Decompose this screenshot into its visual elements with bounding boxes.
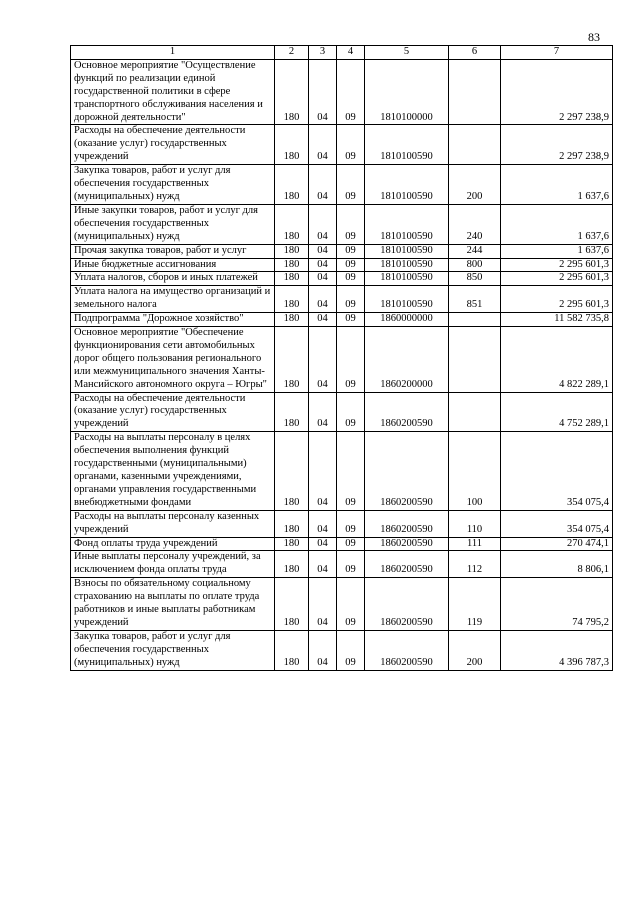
section-code-cell: 04 — [309, 327, 337, 393]
table-row — [71, 537, 613, 551]
amount-cell: 74 795,2 — [501, 578, 613, 631]
amount-cell: 1 637,6 — [501, 204, 613, 244]
grbs-code-cell: 180 — [275, 537, 309, 551]
target-article-cell: 1810100590 — [365, 125, 449, 165]
expense-name-cell: Расходы на выплаты персоналу казенных учреждений — [71, 510, 275, 537]
amount-cell: 270 474,1 — [501, 537, 613, 551]
column-header: 1 — [71, 46, 275, 60]
amount-cell: 354 075,4 — [501, 510, 613, 537]
table-row — [71, 204, 613, 244]
grbs-code-cell: 180 — [275, 59, 309, 125]
expense-name-cell: Иные выплаты персоналу учреждений, за исключением фонда оплаты труда — [71, 551, 275, 578]
section-code-cell: 04 — [309, 286, 337, 313]
expense-name-cell: Фонд оплаты труда учреждений — [71, 537, 275, 551]
expense-type-cell: 200 — [449, 630, 501, 670]
expense-name-cell: Подпрограмма "Дорожное хозяйство" — [71, 313, 275, 327]
expense-type-cell — [449, 327, 501, 393]
column-header: 4 — [337, 46, 365, 60]
section-code-cell: 04 — [309, 59, 337, 125]
expense-type-cell — [449, 313, 501, 327]
amount-cell: 354 075,4 — [501, 432, 613, 510]
amount-cell: 1 637,6 — [501, 244, 613, 258]
section-code-cell: 04 — [309, 630, 337, 670]
table-row — [71, 272, 613, 286]
expense-name-cell: Закупка товаров, работ и услуг для обеспечения государственных (муниципальных) нужд — [71, 630, 275, 670]
expense-type-cell: 244 — [449, 244, 501, 258]
section-code-cell: 04 — [309, 165, 337, 205]
section-code-cell: 04 — [309, 272, 337, 286]
subsection-code-cell: 09 — [337, 551, 365, 578]
subsection-code-cell: 09 — [337, 537, 365, 551]
expense-type-cell — [449, 59, 501, 125]
subsection-code-cell: 09 — [337, 286, 365, 313]
expense-name-cell: Уплата налогов, сборов и иных платежей — [71, 272, 275, 286]
table-row — [71, 327, 613, 393]
section-code-cell: 04 — [309, 578, 337, 631]
target-article-cell: 1860000000 — [365, 313, 449, 327]
expense-name-cell: Иные закупки товаров, работ и услуг для обеспечения государственных (муниципальных) нужд — [71, 204, 275, 244]
subsection-code-cell: 09 — [337, 258, 365, 272]
expense-type-cell — [449, 125, 501, 165]
grbs-code-cell: 180 — [275, 165, 309, 205]
target-article-cell: 1810100000 — [365, 59, 449, 125]
subsection-code-cell: 09 — [337, 204, 365, 244]
grbs-code-cell: 180 — [275, 392, 309, 432]
target-article-cell: 1810100590 — [365, 258, 449, 272]
column-header: 7 — [501, 46, 613, 60]
table-row — [71, 286, 613, 313]
table-row — [71, 125, 613, 165]
subsection-code-cell: 09 — [337, 392, 365, 432]
expense-type-cell: 850 — [449, 272, 501, 286]
column-header: 5 — [365, 46, 449, 60]
target-article-cell: 1860200590 — [365, 432, 449, 510]
table-row — [71, 244, 613, 258]
amount-cell: 2 297 238,9 — [501, 125, 613, 165]
section-code-cell: 04 — [309, 432, 337, 510]
amount-cell: 2 297 238,9 — [501, 59, 613, 125]
amount-cell: 2 295 601,3 — [501, 258, 613, 272]
grbs-code-cell: 180 — [275, 510, 309, 537]
grbs-code-cell: 180 — [275, 313, 309, 327]
expense-type-cell: 100 — [449, 432, 501, 510]
expense-name-cell: Прочая закупка товаров, работ и услуг — [71, 244, 275, 258]
table-header-row — [71, 46, 613, 60]
grbs-code-cell: 180 — [275, 551, 309, 578]
column-header: 6 — [449, 46, 501, 60]
expense-name-cell: Основное мероприятие "Обеспечение функционирования сети автомобильных дорог общего пользования регионального или межмуниципального значения Ханты-Мансийского автономного округа – Югры" — [71, 327, 275, 393]
expense-type-cell: 111 — [449, 537, 501, 551]
amount-cell: 1 637,6 — [501, 165, 613, 205]
expense-type-cell: 800 — [449, 258, 501, 272]
target-article-cell: 1810100590 — [365, 244, 449, 258]
section-code-cell: 04 — [309, 125, 337, 165]
subsection-code-cell: 09 — [337, 313, 365, 327]
expense-type-cell: 110 — [449, 510, 501, 537]
amount-cell: 11 582 735,8 — [501, 313, 613, 327]
table-row — [71, 630, 613, 670]
amount-cell: 2 295 601,3 — [501, 286, 613, 313]
expense-type-cell: 112 — [449, 551, 501, 578]
target-article-cell: 1810100590 — [365, 272, 449, 286]
target-article-cell: 1810100590 — [365, 204, 449, 244]
subsection-code-cell: 09 — [337, 165, 365, 205]
expense-type-cell: 119 — [449, 578, 501, 631]
grbs-code-cell: 180 — [275, 125, 309, 165]
column-header: 2 — [275, 46, 309, 60]
section-code-cell: 04 — [309, 313, 337, 327]
expense-type-cell: 240 — [449, 204, 501, 244]
grbs-code-cell: 180 — [275, 432, 309, 510]
target-article-cell: 1860200590 — [365, 578, 449, 631]
budget-table — [70, 45, 613, 671]
expense-name-cell: Взносы по обязательному социальному страхованию на выплаты по оплате труда работников и иные выплаты работникам учреждений — [71, 578, 275, 631]
page-number: 83 — [588, 30, 600, 44]
section-code-cell: 04 — [309, 510, 337, 537]
expense-name-cell: Уплата налога на имущество организаций и земельного налога — [71, 286, 275, 313]
subsection-code-cell: 09 — [337, 432, 365, 510]
expense-name-cell: Закупка товаров, работ и услуг для обеспечения государственных (муниципальных) нужд — [71, 165, 275, 205]
subsection-code-cell: 09 — [337, 125, 365, 165]
section-code-cell: 04 — [309, 258, 337, 272]
subsection-code-cell: 09 — [337, 272, 365, 286]
table-body — [71, 59, 613, 670]
table-row — [71, 578, 613, 631]
table-row — [71, 551, 613, 578]
expense-type-cell: 200 — [449, 165, 501, 205]
grbs-code-cell: 180 — [275, 578, 309, 631]
table-row — [71, 59, 613, 125]
section-code-cell: 04 — [309, 204, 337, 244]
expense-type-cell — [449, 392, 501, 432]
target-article-cell: 1860200590 — [365, 392, 449, 432]
amount-cell: 4 822 289,1 — [501, 327, 613, 393]
amount-cell: 4 752 289,1 — [501, 392, 613, 432]
grbs-code-cell: 180 — [275, 204, 309, 244]
grbs-code-cell: 180 — [275, 286, 309, 313]
grbs-code-cell: 180 — [275, 327, 309, 393]
grbs-code-cell: 180 — [275, 258, 309, 272]
subsection-code-cell: 09 — [337, 244, 365, 258]
subsection-code-cell: 09 — [337, 510, 365, 537]
target-article-cell: 1810100590 — [365, 165, 449, 205]
grbs-code-cell: 180 — [275, 244, 309, 258]
grbs-code-cell: 180 — [275, 630, 309, 670]
amount-cell: 4 396 787,3 — [501, 630, 613, 670]
expense-name-cell: Иные бюджетные ассигнования — [71, 258, 275, 272]
amount-cell: 8 806,1 — [501, 551, 613, 578]
table-row — [71, 165, 613, 205]
expense-name-cell: Расходы на обеспечение деятельности (оказание услуг) государственных учреждений — [71, 392, 275, 432]
amount-cell: 2 295 601,3 — [501, 272, 613, 286]
subsection-code-cell: 09 — [337, 578, 365, 631]
table-row — [71, 392, 613, 432]
target-article-cell: 1810100590 — [365, 286, 449, 313]
table-row — [71, 510, 613, 537]
expense-type-cell: 851 — [449, 286, 501, 313]
table-row — [71, 313, 613, 327]
table-row — [71, 258, 613, 272]
column-header: 3 — [309, 46, 337, 60]
target-article-cell: 1860200590 — [365, 537, 449, 551]
target-article-cell: 1860200590 — [365, 510, 449, 537]
target-article-cell: 1860200590 — [365, 551, 449, 578]
target-article-cell: 1860200590 — [365, 630, 449, 670]
section-code-cell: 04 — [309, 392, 337, 432]
subsection-code-cell: 09 — [337, 630, 365, 670]
target-article-cell: 1860200000 — [365, 327, 449, 393]
section-code-cell: 04 — [309, 244, 337, 258]
subsection-code-cell: 09 — [337, 59, 365, 125]
expense-name-cell: Расходы на обеспечение деятельности (оказание услуг) государственных учреждений — [71, 125, 275, 165]
section-code-cell: 04 — [309, 537, 337, 551]
expense-name-cell: Расходы на выплаты персоналу в целях обеспечения выполнения функций государственными (муниципальными) органами, казенными учреждениями, органами управления государственными внебюджетными фондами — [71, 432, 275, 510]
section-code-cell: 04 — [309, 551, 337, 578]
grbs-code-cell: 180 — [275, 272, 309, 286]
expense-name-cell: Основное мероприятие "Осуществление функций по реализации единой государственной политики в сфере транспортного обслуживания населения и дорожной деятельности" — [71, 59, 275, 125]
subsection-code-cell: 09 — [337, 327, 365, 393]
table-row — [71, 432, 613, 510]
